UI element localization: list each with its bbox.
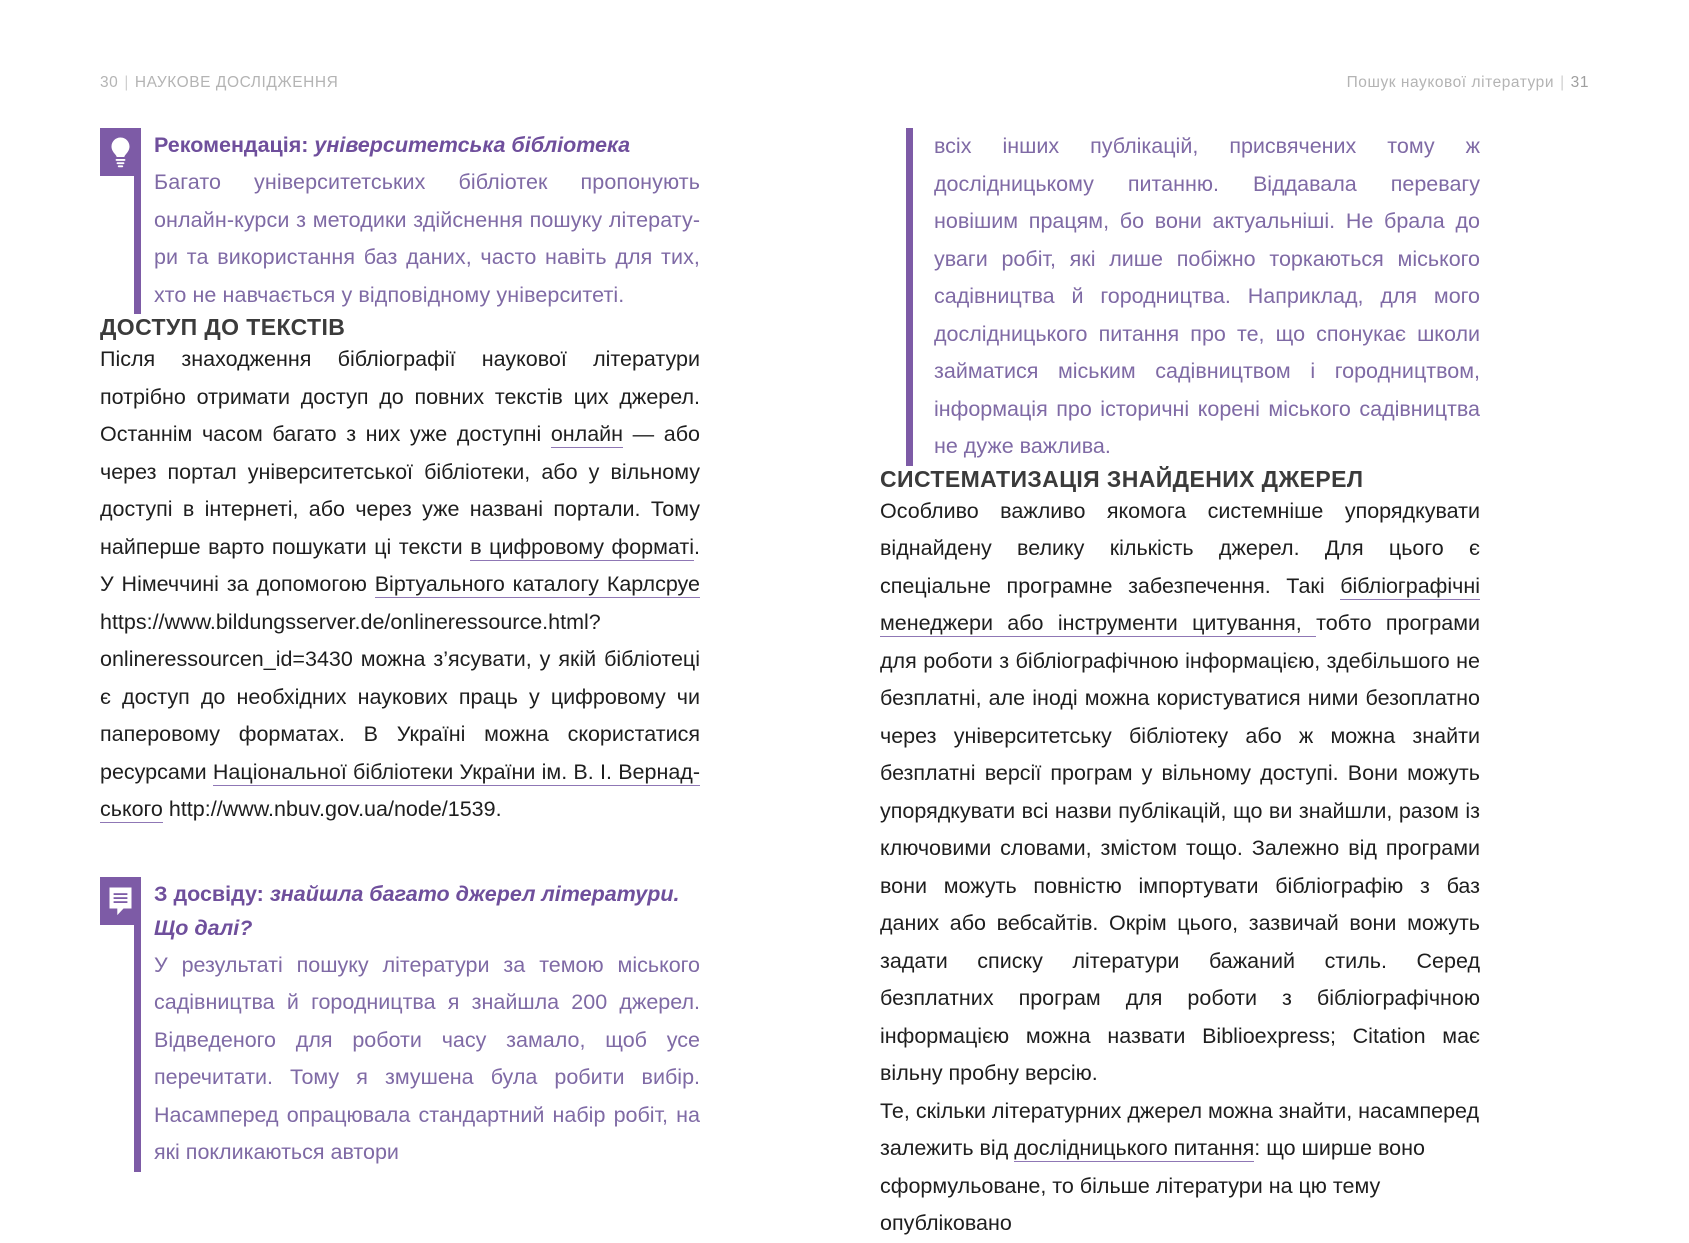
running-head-left	[100, 74, 338, 92]
link-karlsruhe-catalog[interactable]: Віртуального каталогу Карлсруе	[374, 572, 700, 596]
recommendation-callout	[100, 128, 700, 314]
paragraph-systematization-2	[880, 1093, 1480, 1243]
recommendation-body: Багато університетських бібліотек пропонують онлайн-курси з методики здійснення пошуку літератури та використання баз даних, часто навіть для тих, хто не навчається у відповідному університеті.	[154, 170, 700, 307]
link-online[interactable]: онлайн	[550, 422, 624, 446]
running-head-separator-right: |	[1560, 74, 1565, 91]
experience-callout	[100, 877, 700, 1172]
experience-continued-body: всіх інших публікацій, присвячених тому ж дослідницькому питанню. Віддавала перевагу новішим працям, бо вони актуальніші. Не брала до уваги робіт, які лише побіжно торкаються міського садівництва й городництва. Наприклад, для мого дослідницького питання про те, що спонукає школи займатися міським садівництвом і городництвом, інформація про історичні корені міського садівництва не дуже важлива.	[934, 134, 1480, 458]
running-head-left-title: НАУКОВЕ ДОСЛІДЖЕННЯ	[134, 74, 339, 91]
recommendation-title-label: Рекомендація:	[154, 133, 309, 157]
paragraph-part: Особливо важливо якомога системніше упорядкувати віднайдену велику кількість джерел. Для цього є спеціальне програмне забезпечення. Такі	[880, 498, 1480, 598]
callout-accent-bar	[906, 128, 913, 466]
paragraph-part: https://www.bildungsserver.de/onlineressource.html?onlineressourcen_id=3430 можна з’ясувати, у якій бібліотеці є доступ до необхідних наукових праць у цифровому чи паперовому форматах. В Україні можна скористатися ресурсами	[100, 609, 700, 784]
folio-left: 30	[100, 74, 119, 91]
experience-body: У результаті пошуку літератури за темою міського садівництва й городництва я знайшла 200 джерел. Відведеного для роботи часу замало, щоб усе перечитати. Тому я змушена була робити вибір. Насамперед опрацювала стандартний набір робіт, на які покликаються автори	[154, 952, 700, 1164]
link-research-question[interactable]: дослідницького питання	[1014, 1136, 1255, 1160]
link-digital-format[interactable]: в цифровому форматі	[470, 534, 695, 559]
folio-right: 31	[1570, 74, 1589, 91]
experience-callout-continued	[880, 128, 1480, 466]
running-head-separator-left: |	[124, 74, 129, 91]
paragraph-part: . У Німеччині за допомогою	[100, 534, 700, 596]
link-vernadsky-library[interactable]: Національної бібліотеки України ім. В. І. Вернадського	[100, 759, 700, 821]
recommendation-title	[154, 128, 700, 162]
experience-title-emphasis: знайшла багато джерел літератури. Що далі?	[154, 881, 680, 940]
running-head-right-title: Пошук наукової літератури	[1346, 74, 1555, 91]
paragraph-systematization-1	[880, 493, 1480, 1093]
running-head-right	[1347, 74, 1589, 92]
paragraph-access-to-texts	[100, 341, 700, 829]
section-title-systematization: СИСТЕМАТИЗАЦІЯ ЗНАЙДЕНИХ ДЖЕРЕЛ	[880, 465, 1364, 492]
lightbulb-icon	[100, 128, 141, 176]
left-column	[100, 128, 700, 1164]
paragraph-part: Те, скільки літературних джерел можна знайти, насамперед залежить від	[880, 1098, 1480, 1160]
paragraph-part: Після знаходження бібліографії наукової літератури потрібно отримати доступ до повних текстів цих джерел. Останнім часом багато з них уже доступні	[100, 347, 700, 446]
section-title-access-to-texts: ДОСТУП ДО ТЕКСТІВ	[100, 314, 346, 340]
right-column	[880, 128, 1480, 1235]
recommendation-title-emphasis: університетська бібліотека	[314, 133, 631, 157]
speech-bubble-icon	[100, 877, 141, 925]
paragraph-part: : що ширше воно сформульоване, то більше літератури на цю тему опубліковано	[880, 1136, 1425, 1235]
paragraph-part: http://www.nbuv.gov.ua/node/1539.	[162, 797, 502, 821]
experience-title-label: З досвіду:	[154, 881, 264, 906]
text-columns	[100, 128, 1589, 1235]
paragraph-part: — або через портал університетської бібліотеки, або у вільному доступі в інтернеті, або через уже названі портали. Тому найперше варто пошукати ці тексти	[100, 422, 700, 559]
link-bibliographic-managers[interactable]: бібліографічні менеджери або інструменти цитування,	[880, 573, 1480, 635]
paragraph-part: тобто програми для роботи з бібліографічною інформацією, здебільшого не безплатні, але іноді можна користуватися ними безоплатно через університетську бібліотеку або ж можна знайти безплатні версії програм у вільному доступі. Вони можуть упорядкувати всі назви публікацій, що ви знайшли, разом із ключовими словами, змістом тощо. Залежно від програми вони можуть повністю імпортувати бібліографію з баз даних або вебсайтів. Окрім цього, зазвичай вони можуть задати списку літератури бажаний стиль. Серед безплатних програм для роботи з бібліографічною інформацією можна назвати Biblioexpress; Citation має вільну пробну версію.	[880, 611, 1480, 1085]
experience-title	[154, 877, 700, 945]
